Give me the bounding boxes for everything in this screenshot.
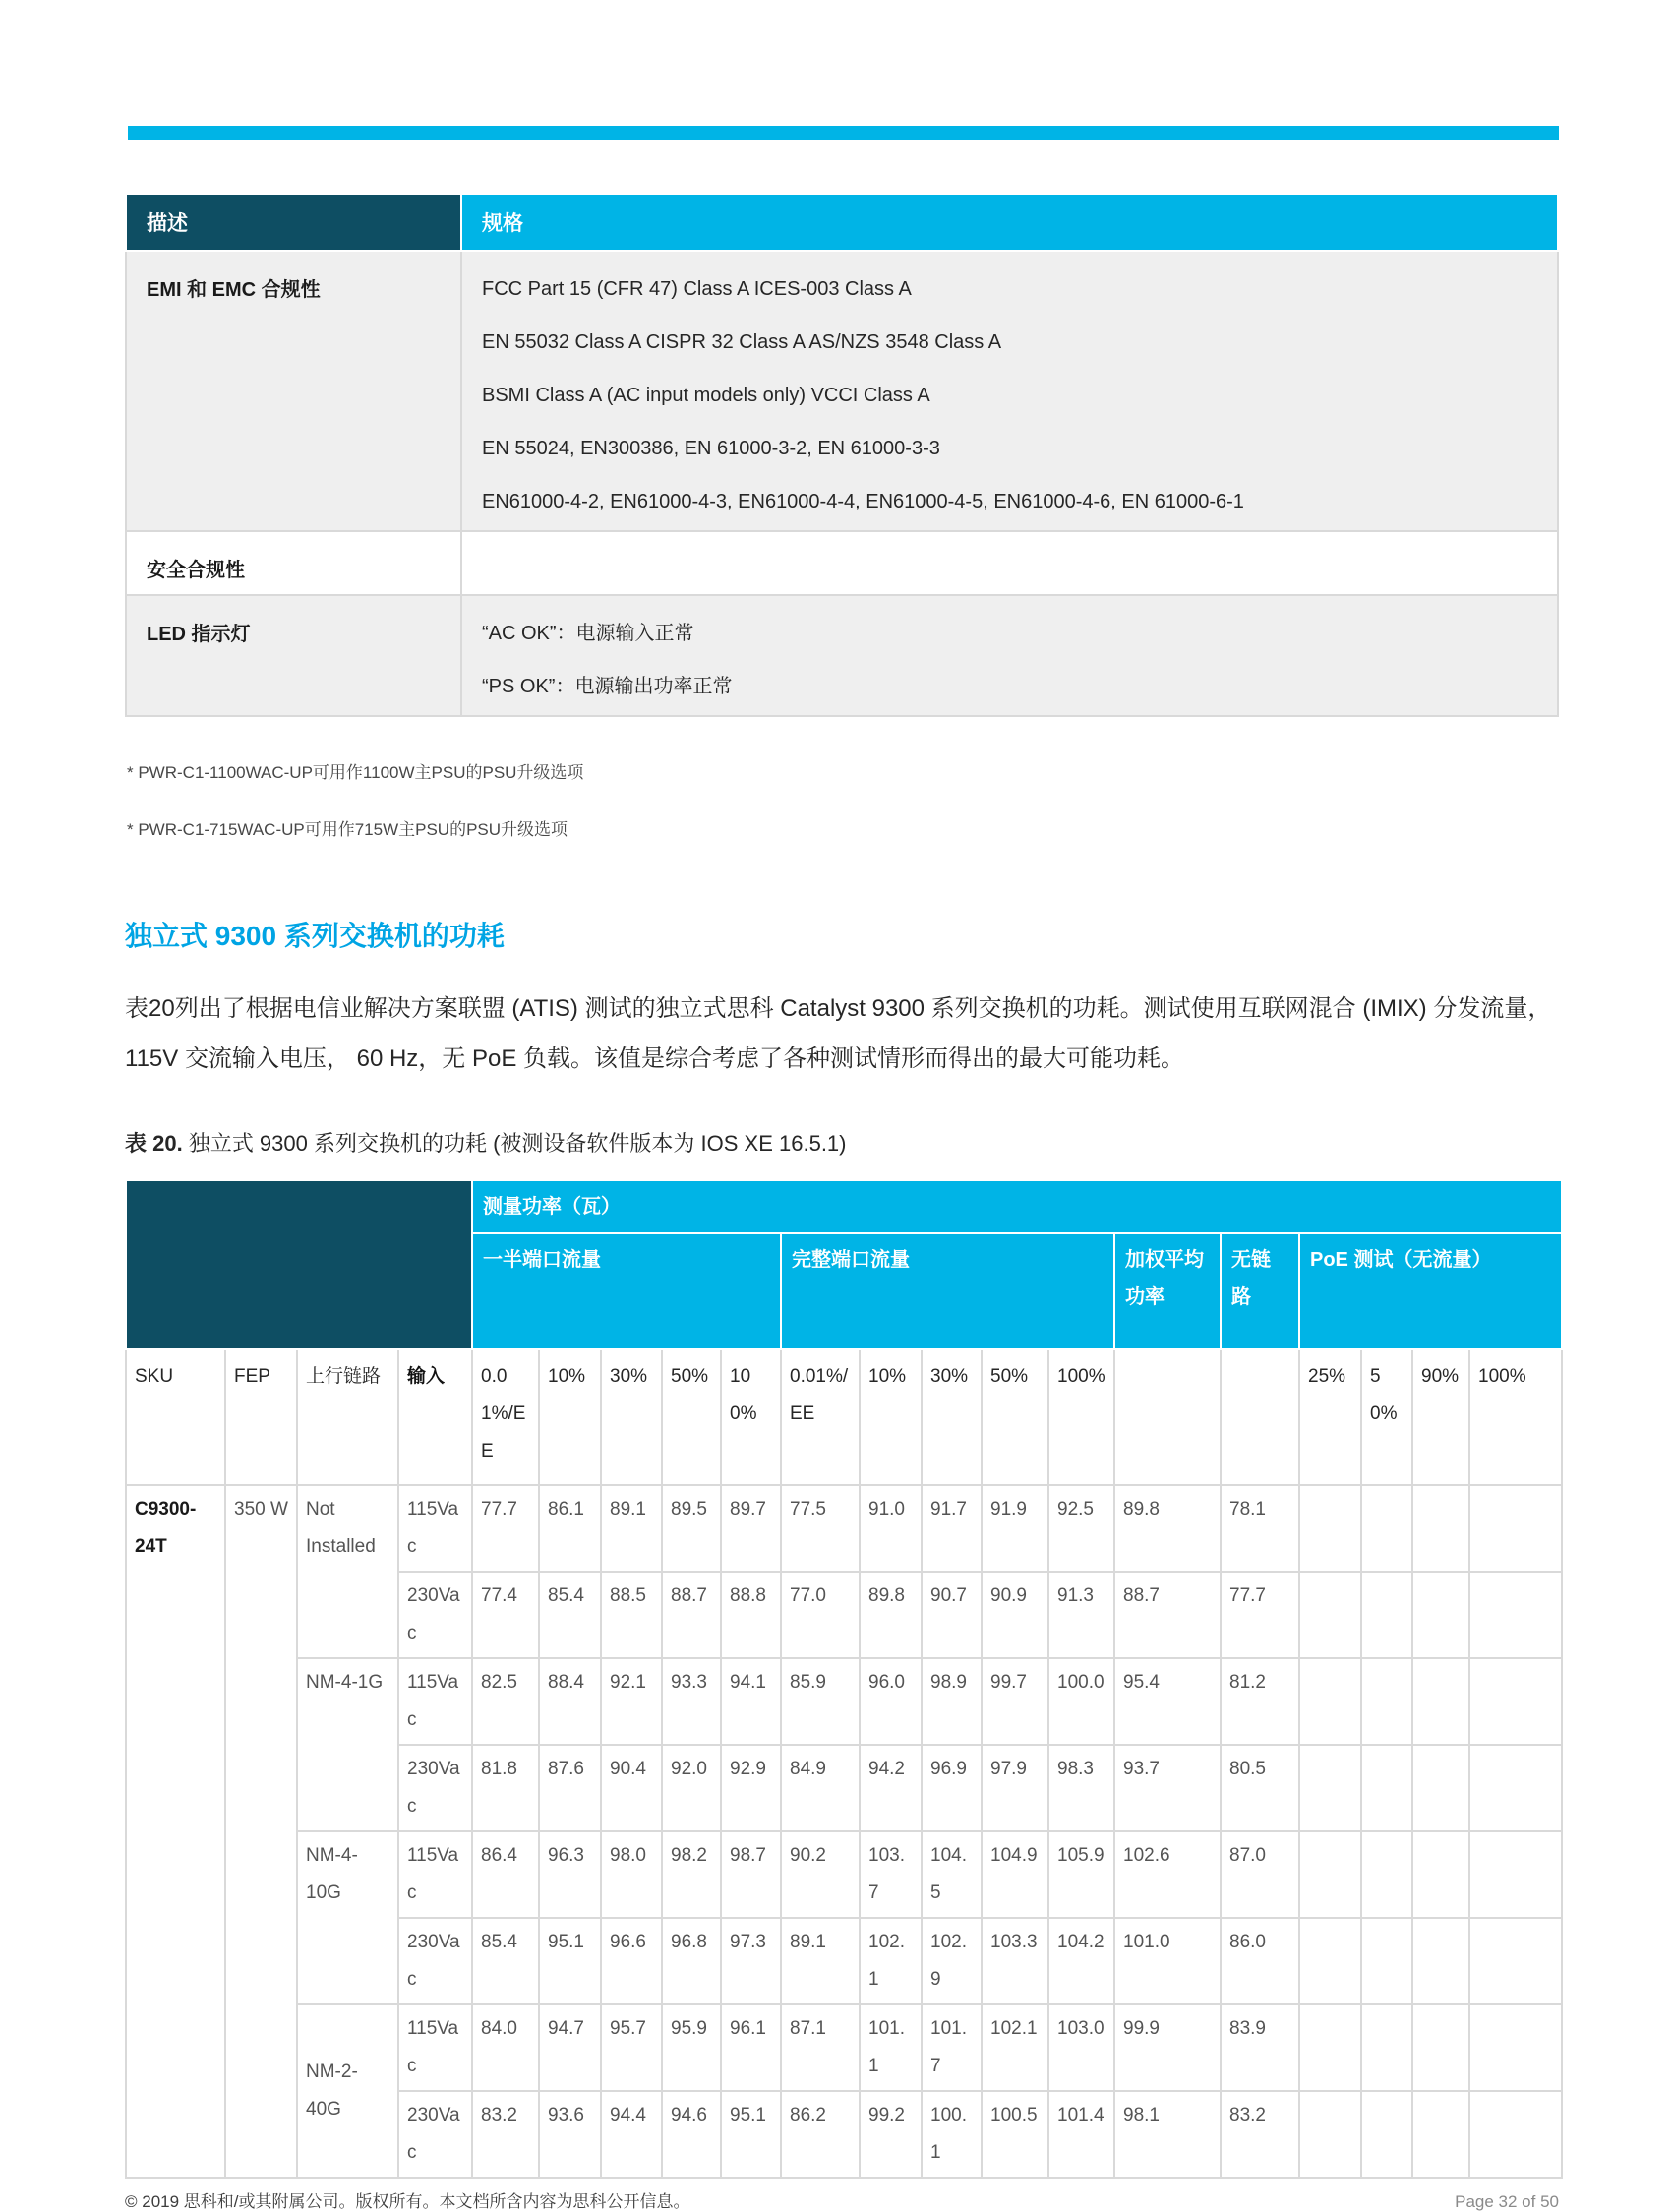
table-caption <box>125 1127 1561 1158</box>
poe-value-cell <box>1361 1745 1412 1831</box>
full-traffic-value-cell: 104.5 <box>922 1831 982 1918</box>
half-traffic-value-cell: 96.8 <box>662 1918 721 2004</box>
poe-value-cell <box>1412 1831 1469 1918</box>
full-traffic-value-cell: 100.1 <box>922 2091 982 2178</box>
full-traffic-value-cell: 99.7 <box>982 1658 1048 1745</box>
weighted-average-value-cell: 93.7 <box>1114 1745 1221 1831</box>
no-link-value-cell: 81.2 <box>1221 1658 1299 1745</box>
full-traffic-value-cell: 99.2 <box>860 2091 922 2178</box>
table-caption-text: 独立式 9300 系列交换机的功耗 (被测设备软件版本为 IOS XE 16.5.1) <box>182 1131 847 1156</box>
poe-value-cell <box>1361 1658 1412 1745</box>
full-traffic-value-cell: 96.0 <box>860 1658 922 1745</box>
poe-value-cell <box>1412 1918 1469 2004</box>
poe-value-cell <box>1469 1658 1562 1745</box>
full-traffic-value-cell: 89.1 <box>781 1918 860 2004</box>
spec-header-specification: 规格 <box>461 194 1558 251</box>
power-data-row <box>126 1485 1562 1572</box>
section-heading: 独立式 9300 系列交换机的功耗 <box>125 921 505 951</box>
no-link-value-cell: 83.2 <box>1221 2091 1299 2178</box>
spec-value-line: EN 55032 Class A CISPR 32 Class A AS/NZS 3548 Class A <box>482 331 1002 353</box>
full-traffic-value-cell: 104.9 <box>982 1831 1048 1918</box>
weighted-average-power-header: 加权平均功率 <box>1114 1233 1221 1349</box>
full-traffic-value-cell: 91.9 <box>982 1485 1048 1572</box>
weighted-average-value-cell: 89.8 <box>1114 1485 1221 1572</box>
weighted-average-value-cell: 102.6 <box>1114 1831 1221 1918</box>
spec-value-line: “PS OK”：电源输出功率正常 <box>482 676 733 697</box>
full-traffic-value-cell: 94.2 <box>860 1745 922 1831</box>
copyright-text: © 2019 思科和/或其附属公司。版权所有。本文档所含内容为思科公开信息。 <box>125 2192 690 2211</box>
poe-value-cell <box>1469 1572 1562 1658</box>
poe-value-cell <box>1299 1572 1361 1658</box>
half-traffic-value-cell: 94.6 <box>662 2091 721 2178</box>
half-traffic-value-cell: 96.3 <box>539 1831 601 1918</box>
poe-value-cell <box>1412 1745 1469 1831</box>
half-traffic-value-cell: 86.1 <box>539 1485 601 1572</box>
power-data-row <box>126 1831 1562 1918</box>
input-voltage-cell: 115Vac <box>398 2004 472 2091</box>
no-link-value-cell: 78.1 <box>1221 1485 1299 1572</box>
half-traffic-value-cell: 85.4 <box>472 1918 539 2004</box>
input-voltage-cell: 115Vac <box>398 1658 472 1745</box>
spec-table-row <box>126 531 1558 595</box>
full-traffic-value-cell: 102.9 <box>922 1918 982 2004</box>
spec-row-label: 安全合规性 <box>126 531 461 595</box>
poe-value-cell <box>1299 1745 1361 1831</box>
full-traffic-value-cell: 104.2 <box>1048 1918 1114 2004</box>
input-voltage-cell: 230Vac <box>398 1572 472 1658</box>
power-header-row-1 <box>126 1180 1562 1233</box>
full-traffic-value-cell: 77.5 <box>781 1485 860 1572</box>
poe-value-cell <box>1469 1831 1562 1918</box>
no-link-value-cell: 86.0 <box>1221 1918 1299 2004</box>
spec-row-value <box>461 531 1558 595</box>
half-traffic-column-header: 10% <box>539 1349 601 1485</box>
full-traffic-value-cell: 91.0 <box>860 1485 922 1572</box>
half-traffic-column-header: 100% <box>721 1349 781 1485</box>
half-traffic-value-cell: 88.8 <box>721 1572 781 1658</box>
full-traffic-value-cell: 97.9 <box>982 1745 1048 1831</box>
power-header-row-3 <box>126 1349 1562 1485</box>
half-traffic-value-cell: 98.0 <box>601 1831 662 1918</box>
spec-row-value <box>461 251 1558 531</box>
half-traffic-value-cell: 95.7 <box>601 2004 662 2091</box>
no-link-header: 无链路 <box>1221 1233 1299 1349</box>
poe-value-cell <box>1412 1658 1469 1745</box>
full-traffic-value-cell: 100.5 <box>982 2091 1048 2178</box>
spec-table-row <box>126 251 1558 531</box>
no-link-value-cell: 80.5 <box>1221 1745 1299 1831</box>
half-traffic-value-cell: 94.7 <box>539 2004 601 2091</box>
poe-value-cell <box>1361 1485 1412 1572</box>
page-number: Page 32 of 50 <box>1455 2192 1559 2211</box>
half-traffic-value-cell: 88.5 <box>601 1572 662 1658</box>
spec-value-line: EN 55024, EN300386, EN 61000-3-2, EN 61000-3-3 <box>482 438 940 459</box>
poe-value-cell <box>1469 2004 1562 2091</box>
half-traffic-value-cell: 96.6 <box>601 1918 662 2004</box>
power-table-corner-cell <box>126 1180 472 1349</box>
weighted-average-value-cell: 101.0 <box>1114 1918 1221 2004</box>
full-traffic-value-cell: 85.9 <box>781 1658 860 1745</box>
uplink-cell: NM-4-1G <box>297 1658 398 1831</box>
no-link-value-cell: 77.7 <box>1221 1572 1299 1658</box>
half-port-traffic-header: 一半端口流量 <box>472 1233 781 1349</box>
half-traffic-value-cell: 95.9 <box>662 2004 721 2091</box>
power-consumption-table <box>125 1179 1563 2179</box>
sku-cell: C9300-24T <box>126 1485 225 2178</box>
poe-column-header: 90% <box>1412 1349 1469 1485</box>
spec-table <box>125 193 1559 717</box>
half-traffic-value-cell: 93.3 <box>662 1658 721 1745</box>
no-link-value-cell: 87.0 <box>1221 1831 1299 1918</box>
full-traffic-value-cell: 98.3 <box>1048 1745 1114 1831</box>
weighted-average-value-cell: 98.1 <box>1114 2091 1221 2178</box>
full-traffic-value-cell: 89.8 <box>860 1572 922 1658</box>
top-divider-bar <box>128 126 1559 140</box>
full-traffic-value-cell: 105.9 <box>1048 1831 1114 1918</box>
full-traffic-value-cell: 102.1 <box>982 2004 1048 2091</box>
full-traffic-value-cell: 90.9 <box>982 1572 1048 1658</box>
half-traffic-value-cell: 89.7 <box>721 1485 781 1572</box>
full-traffic-value-cell: 101.1 <box>860 2004 922 2091</box>
full-traffic-value-cell: 91.7 <box>922 1485 982 1572</box>
half-traffic-value-cell: 98.7 <box>721 1831 781 1918</box>
poe-value-cell <box>1299 2004 1361 2091</box>
column-header-FEP: FEP <box>225 1349 297 1485</box>
spec-header-description: 描述 <box>126 194 461 251</box>
half-traffic-value-cell: 89.1 <box>601 1485 662 1572</box>
weighted-average-value-cell: 99.9 <box>1114 2004 1221 2091</box>
input-voltage-cell: 230Vac <box>398 1745 472 1831</box>
input-voltage-cell: 115Vac <box>398 1485 472 1572</box>
half-traffic-value-cell: 97.3 <box>721 1918 781 2004</box>
poe-column-header: 25% <box>1299 1349 1361 1485</box>
half-traffic-value-cell: 77.7 <box>472 1485 539 1572</box>
poe-value-cell <box>1361 2004 1412 2091</box>
full-traffic-column-header: 30% <box>922 1349 982 1485</box>
half-traffic-value-cell: 85.4 <box>539 1572 601 1658</box>
half-traffic-value-cell: 81.8 <box>472 1745 539 1831</box>
power-data-row <box>126 1658 1562 1745</box>
full-traffic-value-cell: 100.0 <box>1048 1658 1114 1745</box>
full-traffic-value-cell: 103.3 <box>982 1918 1048 2004</box>
poe-value-cell <box>1361 1918 1412 2004</box>
half-traffic-value-cell: 90.4 <box>601 1745 662 1831</box>
column-header-SKU: SKU <box>126 1349 225 1485</box>
full-traffic-value-cell: 86.2 <box>781 2091 860 2178</box>
footnote-psu-1100w: * PWR-C1-1100WAC-UP可用作1100W主PSU的PSU升级选项 <box>127 763 584 782</box>
spec-value-line: FCC Part 15 (CFR 47) Class A ICES-003 Class A <box>482 278 912 300</box>
column-header-上行链路: 上行链路 <box>297 1349 398 1485</box>
full-traffic-value-cell: 77.0 <box>781 1572 860 1658</box>
full-traffic-value-cell: 101.7 <box>922 2004 982 2091</box>
half-traffic-value-cell: 77.4 <box>472 1572 539 1658</box>
half-traffic-column-header: 30% <box>601 1349 662 1485</box>
spec-header-row <box>126 194 1558 251</box>
poe-value-cell <box>1299 1831 1361 1918</box>
input-voltage-cell: 230Vac <box>398 2091 472 2178</box>
poe-value-cell <box>1361 1572 1412 1658</box>
no-link-value-cell: 83.9 <box>1221 2004 1299 2091</box>
poe-value-cell <box>1469 1918 1562 2004</box>
spec-table-row <box>126 595 1558 716</box>
full-traffic-value-cell: 92.5 <box>1048 1485 1114 1572</box>
spec-row-label: LED 指示灯 <box>126 595 461 716</box>
full-port-traffic-header: 完整端口流量 <box>781 1233 1114 1349</box>
input-voltage-cell: 115Vac <box>398 1831 472 1918</box>
half-traffic-value-cell: 83.2 <box>472 2091 539 2178</box>
poe-test-header: PoE 测试（无流量） <box>1299 1233 1562 1349</box>
half-traffic-value-cell: 92.1 <box>601 1658 662 1745</box>
full-traffic-value-cell: 98.9 <box>922 1658 982 1745</box>
footnote-psu-715w: * PWR-C1-715WAC-UP可用作715W主PSU的PSU升级选项 <box>127 820 568 839</box>
full-traffic-value-cell: 102.1 <box>860 1918 922 2004</box>
poe-column-header: 100% <box>1469 1349 1562 1485</box>
column-header-输入: 输入 <box>398 1349 472 1485</box>
poe-value-cell <box>1299 1485 1361 1572</box>
half-traffic-value-cell: 98.2 <box>662 1831 721 1918</box>
full-traffic-value-cell: 91.3 <box>1048 1572 1114 1658</box>
page-footer <box>125 2187 1559 2212</box>
half-traffic-value-cell: 84.0 <box>472 2004 539 2091</box>
poe-value-cell <box>1412 1485 1469 1572</box>
poe-value-cell <box>1299 1658 1361 1745</box>
poe-value-cell <box>1412 1572 1469 1658</box>
full-traffic-column-header: 10% <box>860 1349 922 1485</box>
table-caption-number: 表 20. <box>125 1131 183 1156</box>
half-traffic-value-cell: 94.4 <box>601 2091 662 2178</box>
poe-value-cell <box>1299 1918 1361 2004</box>
half-traffic-value-cell: 89.5 <box>662 1485 721 1572</box>
half-traffic-value-cell: 95.1 <box>539 1918 601 2004</box>
document-page <box>125 193 1561 2212</box>
half-traffic-value-cell: 92.9 <box>721 1745 781 1831</box>
full-traffic-column-header: 0.01%/EE <box>781 1349 860 1485</box>
full-traffic-value-cell: 96.9 <box>922 1745 982 1831</box>
half-traffic-value-cell: 87.6 <box>539 1745 601 1831</box>
poe-value-cell <box>1469 1745 1562 1831</box>
half-traffic-value-cell: 94.1 <box>721 1658 781 1745</box>
half-traffic-column-header: 50% <box>662 1349 721 1485</box>
full-traffic-value-cell: 101.4 <box>1048 2091 1114 2178</box>
poe-column-header: 50% <box>1361 1349 1412 1485</box>
full-traffic-column-header: 50% <box>982 1349 1048 1485</box>
full-traffic-value-cell: 90.2 <box>781 1831 860 1918</box>
measured-power-header: 测量功率（瓦） <box>472 1180 1562 1233</box>
full-traffic-value-cell: 103.7 <box>860 1831 922 1918</box>
fep-cell: 350 W <box>225 1485 297 2178</box>
full-traffic-column-header: 100% <box>1048 1349 1114 1485</box>
spec-value-line: EN61000-4-2, EN61000-4-3, EN61000-4-4, EN61000-4-5, EN61000-4-6, EN 61000-6-1 <box>482 491 1244 512</box>
spec-row-label: EMI 和 EMC 合规性 <box>126 251 461 531</box>
spec-row-value <box>461 595 1558 716</box>
poe-value-cell <box>1412 2004 1469 2091</box>
half-traffic-value-cell: 88.4 <box>539 1658 601 1745</box>
half-traffic-column-header: 0.01%/EE <box>472 1349 539 1485</box>
spec-value-line: “AC OK”：电源输入正常 <box>482 623 694 644</box>
half-traffic-value-cell: 93.6 <box>539 2091 601 2178</box>
weighted-average-value-cell: 95.4 <box>1114 1658 1221 1745</box>
half-traffic-value-cell: 82.5 <box>472 1658 539 1745</box>
full-traffic-value-cell: 103.0 <box>1048 2004 1114 2091</box>
power-data-row <box>126 2004 1562 2091</box>
half-traffic-value-cell: 96.1 <box>721 2004 781 2091</box>
no-link-empty-header <box>1221 1349 1299 1485</box>
weighted-average-value-cell: 88.7 <box>1114 1572 1221 1658</box>
uplink-cell: NM-2-40G <box>297 2004 398 2178</box>
half-traffic-value-cell: 95.1 <box>721 2091 781 2178</box>
half-traffic-value-cell: 88.7 <box>662 1572 721 1658</box>
body-paragraph: 表20列出了根据电信业解决方案联盟 (ATIS) 测试的独立式思科 Catalyst 9300 系列交换机的功耗。测试使用互联网混合 (IMIX) 分发流量， 115V 交流输入电压， 60 Hz，无 PoE 负载。该值是综合考虑了各种测试情形而得出的最大可能功耗。 <box>125 995 1552 1072</box>
full-traffic-value-cell: 90.7 <box>922 1572 982 1658</box>
uplink-cell: NM-4-10G <box>297 1831 398 2004</box>
uplink-cell: Not Installed <box>297 1485 398 1658</box>
half-traffic-value-cell: 86.4 <box>472 1831 539 1918</box>
half-traffic-value-cell: 92.0 <box>662 1745 721 1831</box>
spec-value-line: BSMI Class A (AC input models only) VCCI Class A <box>482 385 930 406</box>
input-voltage-cell: 230Vac <box>398 1918 472 2004</box>
weighted-average-empty-header <box>1114 1349 1221 1485</box>
poe-value-cell <box>1361 1831 1412 1918</box>
poe-value-cell <box>1469 1485 1562 1572</box>
full-traffic-value-cell: 87.1 <box>781 2004 860 2091</box>
full-traffic-value-cell: 84.9 <box>781 1745 860 1831</box>
